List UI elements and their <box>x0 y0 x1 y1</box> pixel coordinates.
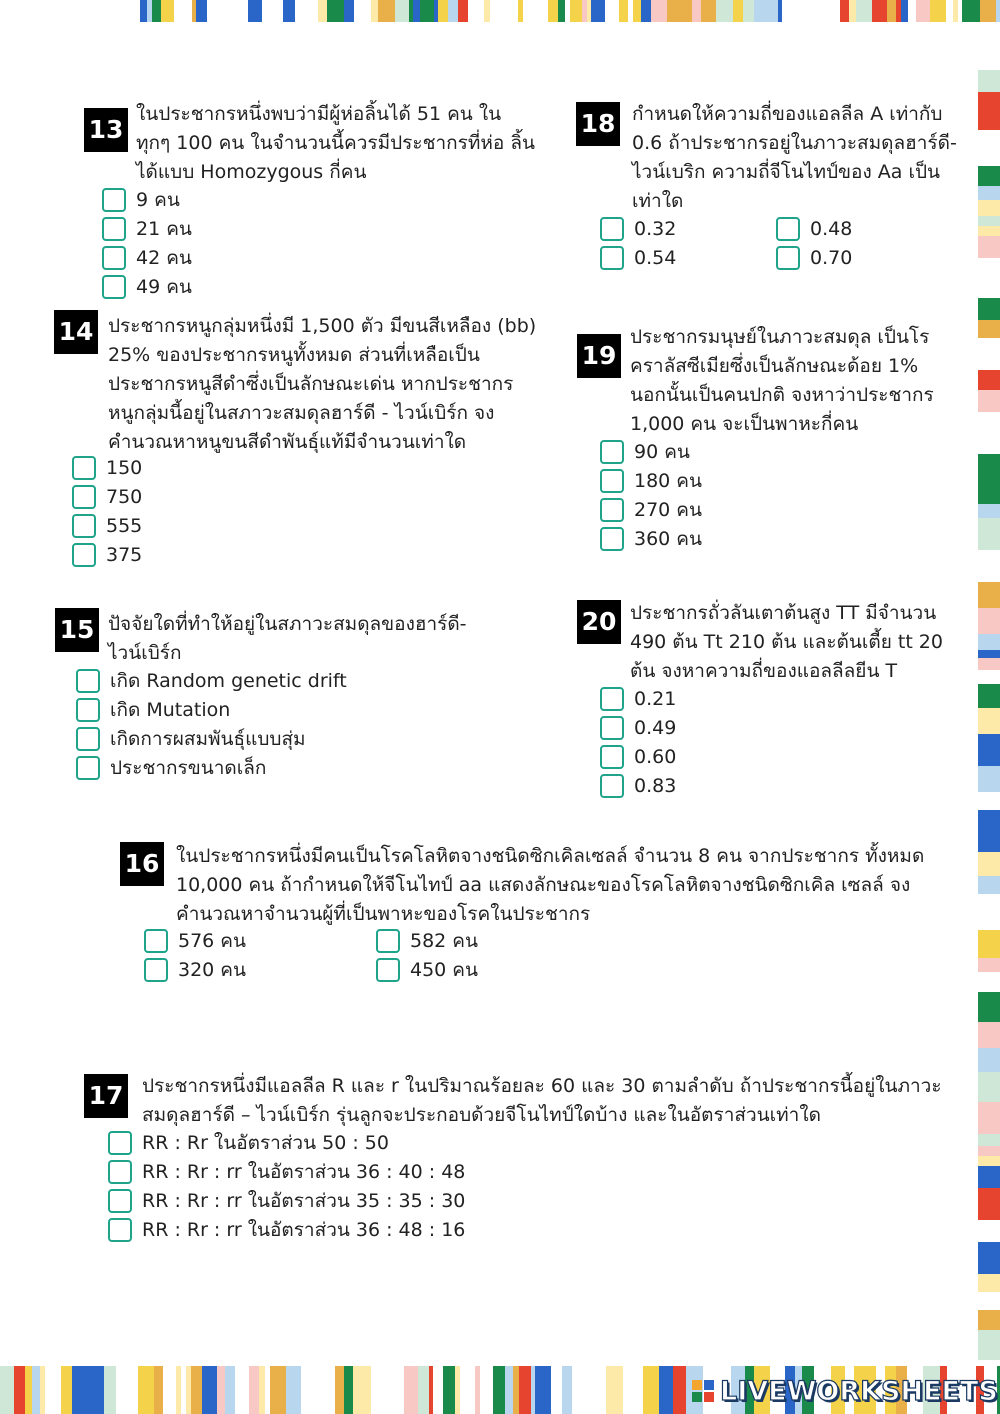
stripe-segment <box>344 0 354 22</box>
stripe-segment <box>812 0 823 22</box>
stripe-segment <box>558 0 565 22</box>
stripe-segment <box>606 1366 623 1414</box>
stripe-segment <box>237 0 248 22</box>
stripe-segment <box>49 1366 61 1414</box>
stripe-segment <box>980 0 996 22</box>
question-text: ประชากรหนูกลุ่มหนึ่งมี 1,500 ตัว มีขนสีเหลือง (bb) 25% ของประชากรหนูทั้งหมด ส่วนที่เหลือเป็น ประชากรหนูสีดำซึ่งเป็นลักษณะเด่น หากประชากร หนูกลุ่มนี้อยู่ในสภาวะสมดุลฮาร์ดี - ไวน์เบิร์ก จง คำนวณหาหนูขนสีดำพันธุ์แท้มีจำนวนเท่าใด <box>108 315 537 453</box>
stripe-segment <box>14 1366 25 1414</box>
checkbox[interactable] <box>76 698 100 722</box>
checkbox[interactable] <box>76 669 100 693</box>
checkbox[interactable] <box>108 1160 132 1184</box>
stripe-segment <box>978 518 1000 550</box>
stripe-segment <box>433 1366 443 1414</box>
stripe-segment <box>978 1146 1000 1156</box>
stripe-segment <box>283 0 295 22</box>
stripe-segment <box>641 0 651 22</box>
stripe-segment <box>978 166 1000 186</box>
stripe-segment <box>978 200 1000 216</box>
stripe-segment <box>104 1366 116 1414</box>
stripe-segment <box>505 1366 513 1414</box>
checkbox[interactable] <box>600 217 624 241</box>
stripe-segment <box>154 1366 163 1414</box>
stripe-segment <box>672 0 682 22</box>
option-label: 555 <box>106 515 143 537</box>
checkbox[interactable] <box>72 456 96 480</box>
stripe-segment <box>538 0 548 22</box>
stripe-segment <box>357 1366 371 1414</box>
checkbox[interactable] <box>600 716 624 740</box>
stripe-segment <box>978 1134 1000 1146</box>
stripe-segment <box>754 0 768 22</box>
stripe-segment <box>978 684 1000 708</box>
stripe-segment <box>978 582 1000 608</box>
checkbox[interactable] <box>376 958 400 982</box>
stripe-segment <box>438 0 448 22</box>
stripe-segment <box>978 1310 1000 1330</box>
checkbox[interactable] <box>600 745 624 769</box>
option-label: 0.32 <box>634 218 677 240</box>
stripe-segment <box>849 0 856 22</box>
stripe-segment <box>335 1366 344 1414</box>
stripe-segment <box>978 670 1000 684</box>
checkbox[interactable] <box>72 514 96 538</box>
stripe-segment <box>480 1366 493 1414</box>
option-label: RR : Rr ในอัตราส่วน 50 : 50 <box>142 1132 389 1154</box>
stripe-segment <box>978 832 1000 852</box>
option-label: เกิด Random genetic drift <box>110 670 347 692</box>
stripe-segment <box>930 0 946 22</box>
stripe-segment <box>978 1102 1000 1134</box>
stripe-segment <box>978 320 1000 338</box>
stripe-segment <box>978 390 1000 412</box>
stripe-segment <box>823 0 840 22</box>
checkbox[interactable] <box>600 687 624 711</box>
stripe-segment <box>978 958 1000 972</box>
question-number-badge: 15 <box>55 608 99 652</box>
stripe-segment <box>562 1366 572 1414</box>
stripe-segment <box>768 0 778 22</box>
option-label: 21 คน <box>136 218 192 240</box>
question-number-badge: 18 <box>576 102 620 146</box>
stripe-segment <box>163 1366 176 1414</box>
stripe-segment <box>371 0 378 22</box>
stripe-segment <box>32 1366 40 1414</box>
option-label: เกิดการผสมพันธุ์แบบสุ่ม <box>110 728 306 750</box>
stripe-segment <box>413 0 420 22</box>
checkbox[interactable] <box>108 1189 132 1213</box>
stripe-segment <box>978 972 1000 992</box>
stripe-segment <box>978 236 1000 258</box>
stripe-segment <box>551 1366 562 1414</box>
stripe-segment <box>673 1366 686 1414</box>
question-text: ในประชากรหนึ่งพบว่ามีผู้ห่อลิ้นได้ 51 คน ใน ทุกๆ 100 คน ในจำนวนนี้ควรมีประชากรที่ห่อ ลิ้นได้แบบ Homozygous กี่คน <box>136 103 535 183</box>
stripe-segment <box>490 0 503 22</box>
stripe-segment <box>978 40 1000 70</box>
stripe-segment <box>978 1166 1000 1188</box>
stripe-segment <box>503 0 518 22</box>
stripe-segment <box>856 0 872 22</box>
checkbox[interactable] <box>72 485 96 509</box>
stripe-segment <box>978 1292 1000 1310</box>
stripe-segment <box>651 0 667 22</box>
checkbox[interactable] <box>102 217 126 241</box>
checkbox[interactable] <box>600 527 624 551</box>
option-label: 0.70 <box>810 247 853 269</box>
stripe-segment <box>270 1366 286 1414</box>
stripe-segment <box>468 0 484 22</box>
stripe-segment <box>799 0 812 22</box>
stripe-segment <box>225 1366 235 1414</box>
question-number-badge: 16 <box>120 842 164 886</box>
logo-grid-icon <box>692 1380 714 1402</box>
option-label: เกิด Mutation <box>110 699 231 721</box>
checkbox[interactable] <box>776 217 800 241</box>
question-text: ประชากรถั่วลันเตาต้นสูง TT มีจำนวน 490 ต้น Tt 210 ต้น และต้นเตี้ย tt 20 ต้น จงหาความถี่ของแอลลีลยีน T <box>630 602 943 682</box>
checkbox[interactable] <box>600 469 624 493</box>
stripe-segment <box>978 908 1000 930</box>
stripe-segment <box>978 1242 1000 1274</box>
stripe-segment <box>978 708 1000 734</box>
stripe-segment <box>590 1366 606 1414</box>
stripe-segment <box>393 1366 404 1414</box>
checkbox[interactable] <box>600 440 624 464</box>
option-label: 360 คน <box>634 528 703 550</box>
checkbox[interactable] <box>376 929 400 953</box>
stripe-segment <box>378 0 395 22</box>
question-text: ปัจจัยใดที่ทำให้อยู่ในสภาวะสมดุลของฮาร์ดี- ไวน์เบิร์ก <box>108 613 467 664</box>
stripe-segment <box>978 992 1000 1022</box>
stripe-segment <box>138 1366 154 1414</box>
question-text: ประชากรหนึ่งมีแอลลีล R และ r ในปริมาณร้อยละ 60 และ 30 ตามลำดับ ถ้าประชากรนี้อยู่ในภาวะ สมดุลฮาร์ดี – ไวน์เบิร์ก รุ่นลูกจะประกอบด้วยจีโนไทป์ใดบ้าง และในอัตราส่วนเท่าใด <box>142 1075 942 1126</box>
stripe-segment <box>570 0 582 22</box>
option-label: 0.49 <box>634 717 677 739</box>
right-stripe-border <box>978 40 1000 1360</box>
stripe-segment <box>267 0 283 22</box>
stripe-segment <box>404 1366 418 1414</box>
stripe-segment <box>420 0 434 22</box>
stripe-segment <box>25 1366 32 1414</box>
stripe-segment <box>916 0 930 22</box>
stripe-segment <box>978 216 1000 226</box>
stripe-segment <box>301 1366 308 1414</box>
stripe-segment <box>970 0 980 22</box>
stripe-segment <box>978 894 1000 908</box>
stripe-segment <box>978 658 1000 670</box>
checkbox[interactable] <box>144 958 168 982</box>
checkbox[interactable] <box>600 246 624 270</box>
stripe-segment <box>523 0 538 22</box>
stripe-segment <box>220 0 237 22</box>
option-label: 0.21 <box>634 688 677 710</box>
stripe-segment <box>88 1366 104 1414</box>
stripe-segment <box>692 0 701 22</box>
checkbox[interactable] <box>102 246 126 270</box>
checkbox[interactable] <box>600 774 624 798</box>
stripe-segment <box>235 1366 249 1414</box>
option-label: 320 คน <box>178 959 247 981</box>
stripe-segment <box>701 0 716 22</box>
checkbox[interactable] <box>108 1131 132 1155</box>
stripe-segment <box>978 1220 1000 1242</box>
stripe-segment <box>887 0 896 22</box>
checkbox[interactable] <box>108 1218 132 1242</box>
stripe-segment <box>535 1366 551 1414</box>
stripe-segment <box>978 1274 1000 1292</box>
option-label: 42 คน <box>136 247 192 269</box>
stripe-segment <box>295 0 308 22</box>
stripe-segment <box>623 1366 632 1414</box>
stripe-segment <box>493 1366 505 1414</box>
stripe-segment <box>872 0 887 22</box>
stripe-segment <box>978 266 1000 298</box>
option-label: 0.48 <box>810 218 853 240</box>
stripe-segment <box>140 0 147 22</box>
stripe-segment <box>619 0 628 22</box>
stripe-segment <box>548 0 558 22</box>
stripe-segment <box>248 0 262 22</box>
checkbox[interactable] <box>102 188 126 212</box>
stripe-segment <box>591 0 605 22</box>
option-label: 582 คน <box>410 930 479 952</box>
stripe-segment <box>978 338 1000 370</box>
stripe-segment <box>978 810 1000 832</box>
stripe-segment <box>978 1156 1000 1166</box>
stripe-segment <box>978 142 1000 166</box>
question-number-badge: 14 <box>54 310 98 354</box>
stripe-segment <box>327 0 344 22</box>
stripe-segment <box>249 1366 259 1414</box>
stripe-segment <box>202 1366 217 1414</box>
stripe-segment <box>978 430 1000 454</box>
stripe-segment <box>308 0 318 22</box>
stripe-segment <box>733 0 743 22</box>
stripe-segment <box>448 0 458 22</box>
question-number-badge: 20 <box>577 600 621 644</box>
stripe-segment <box>996 0 1000 22</box>
option-label: 0.83 <box>634 775 677 797</box>
option-label: ประชากรขนาดเล็ก <box>110 757 267 779</box>
option-label: 0.60 <box>634 746 677 768</box>
stripe-segment <box>207 0 220 22</box>
stripe-segment <box>978 792 1000 810</box>
question-number-badge: 19 <box>577 334 621 378</box>
stripe-segment <box>466 1366 475 1414</box>
stripe-segment <box>716 0 733 22</box>
stripe-segment <box>605 0 619 22</box>
stripe-segment <box>633 0 641 22</box>
liveworksheets-logo[interactable] <box>692 1372 998 1410</box>
stripe-segment <box>978 226 1000 236</box>
stripe-segment <box>782 0 799 22</box>
stripe-segment <box>978 370 1000 390</box>
stripe-segment <box>174 0 181 22</box>
stripe-segment <box>519 1366 531 1414</box>
checkbox[interactable] <box>600 498 624 522</box>
checkbox[interactable] <box>76 756 100 780</box>
checkbox[interactable] <box>76 727 100 751</box>
stripe-segment <box>978 92 1000 100</box>
option-label: 576 คน <box>178 930 247 952</box>
stripe-segment <box>908 0 916 22</box>
stripe-segment <box>978 298 1000 320</box>
stripe-segment <box>443 1366 455 1414</box>
stripe-segment <box>978 258 1000 266</box>
stripe-segment <box>0 1366 14 1414</box>
stripe-segment <box>978 1048 1000 1072</box>
option-label: 375 <box>106 544 143 566</box>
question-number-badge: 13 <box>84 108 128 152</box>
stripe-segment <box>181 0 192 22</box>
stripe-segment <box>161 0 174 22</box>
stripe-segment <box>632 1366 643 1414</box>
stripe-segment <box>152 0 161 22</box>
stripe-segment <box>125 1366 138 1414</box>
option-label: 0.54 <box>634 247 677 269</box>
stripe-segment <box>682 0 692 22</box>
stripe-segment <box>978 130 1000 142</box>
stripe-segment <box>978 1072 1000 1102</box>
stripe-segment <box>371 1366 388 1414</box>
stripe-segment <box>318 0 327 22</box>
checkbox[interactable] <box>102 275 126 299</box>
stripe-segment <box>840 0 849 22</box>
stripe-segment <box>344 1366 353 1414</box>
stripe-segment <box>364 0 371 22</box>
stripe-segment <box>354 0 364 22</box>
stripe-segment <box>116 1366 125 1414</box>
question-text: ประชากรมนุษย์ในภาวะสมดุล เป็นโร คราลัสซีเมียซึ่งเป็นลักษณะด้อย 1% นอกนั้นเป็นคนปกติ จงหาว่าประชากร 1,000 คน จะเป็นพาหะกี่คน <box>630 326 934 435</box>
stripe-segment <box>978 852 1000 876</box>
stripe-segment <box>978 1022 1000 1048</box>
option-label: 750 <box>106 486 143 508</box>
stripe-segment <box>962 0 970 22</box>
stripe-segment <box>978 766 1000 792</box>
stripe-segment <box>978 100 1000 130</box>
stripe-segment <box>322 1366 335 1414</box>
stripe-segment <box>458 0 468 22</box>
stripe-segment <box>130 0 140 22</box>
stripe-segment <box>978 650 1000 658</box>
question-text: กำหนดให้ความถี่ของแอลลีล A เท่ากับ 0.6 ถ้าประชากรอยู่ในภาวะสมดุลฮาร์ดี- ไวน์เบริก ความถี่จีโนไทป์ของ Aa เป็น เท่าใด <box>632 103 957 212</box>
stripe-segment <box>217 1366 225 1414</box>
top-stripe-border <box>130 0 1000 22</box>
stripe-segment <box>978 634 1000 650</box>
option-label: 90 คน <box>634 441 690 463</box>
stripe-segment <box>191 1366 202 1414</box>
stripe-segment <box>643 1366 659 1414</box>
question-text: ในประชากรหนึ่งมีคนเป็นโรคโลหิตจางชนิดซิกเคิลเซลล์ จำนวน 8 คน จากประชากร ทั้งหมด 10,000 คน ถ้ากำหนดให้จีโนไทป์ aa แสดงลักษณะของโรคโลหิตจางชนิดซิกเคิล เซลล์ จงคำนวณหาจำนวนผู้ที่เป็นพาหะของโรคในประชากร <box>176 845 925 925</box>
option-label: RR : Rr : rr ในอัตราส่วน 35 : 35 : 30 <box>142 1190 466 1212</box>
option-label: 180 คน <box>634 470 703 492</box>
question-number-badge: 17 <box>84 1074 128 1118</box>
stripe-segment <box>395 0 409 22</box>
checkbox[interactable] <box>776 246 800 270</box>
stripe-segment <box>576 1366 590 1414</box>
option-label: 150 <box>106 457 143 479</box>
stripe-segment <box>946 0 953 22</box>
stripe-segment <box>978 1330 1000 1360</box>
stripe-segment <box>978 478 1000 504</box>
stripe-segment <box>978 454 1000 478</box>
stripe-segment <box>978 186 1000 200</box>
option-label: 49 คน <box>136 276 192 298</box>
brand-name: LIVEWORKSHEETS <box>720 1375 998 1407</box>
stripe-segment <box>978 1188 1000 1220</box>
stripe-segment <box>978 550 1000 582</box>
option-label: 270 คน <box>634 499 703 521</box>
stripe-segment <box>978 930 1000 958</box>
option-label: 450 คน <box>410 959 479 981</box>
stripe-segment <box>659 1366 673 1414</box>
stripe-segment <box>978 876 1000 894</box>
stripe-segment <box>978 504 1000 518</box>
option-label: 9 คน <box>136 189 180 211</box>
stripe-segment <box>978 734 1000 766</box>
stripe-segment <box>901 0 908 22</box>
stripe-segment <box>978 70 1000 92</box>
stripe-segment <box>978 608 1000 634</box>
option-label: RR : Rr : rr ในอัตราส่วน 36 : 48 : 16 <box>142 1219 466 1241</box>
checkbox[interactable] <box>144 929 168 953</box>
stripe-segment <box>286 1366 301 1414</box>
stripe-segment <box>978 412 1000 430</box>
stripe-segment <box>72 1366 88 1414</box>
checkbox[interactable] <box>72 543 96 567</box>
stripe-segment <box>308 1366 322 1414</box>
stripe-segment <box>743 0 754 22</box>
option-label: RR : Rr : rr ในอัตราส่วน 36 : 40 : 48 <box>142 1161 466 1183</box>
